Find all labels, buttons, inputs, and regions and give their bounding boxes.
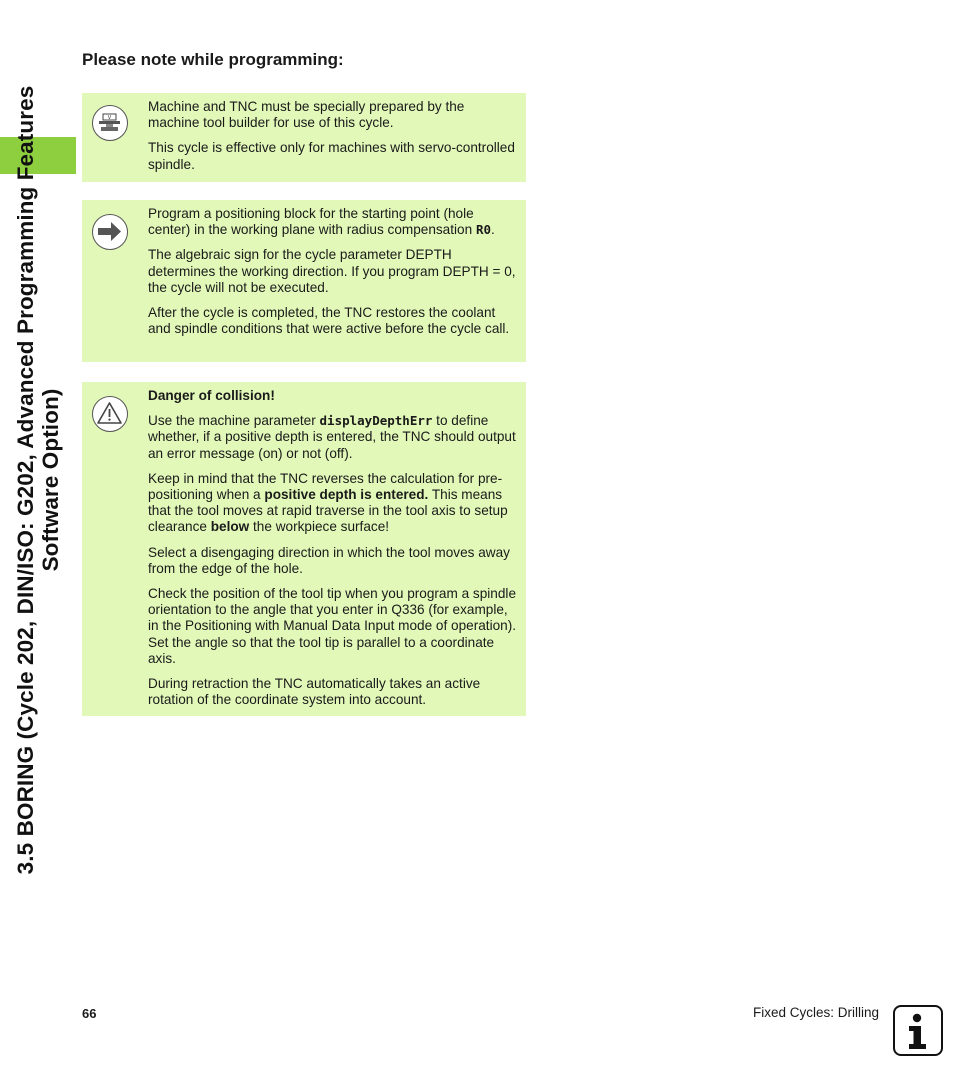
- danger-note-title: Danger of collision!: [148, 388, 275, 403]
- machine-note-text-1: Machine and TNC must be specially prepared by the machine tool builder for use of this cycle.: [148, 99, 465, 131]
- danger-note-text-4: Check the position of the tool tip when you program a spindle orientation to the angle that you enter in Q336 (for example, in the Positioning with Manual Data Input mode of operation). Set the angle so that the tool tip is parallel to a coordinate axis.: [148, 586, 517, 666]
- machine-tool-icon: [92, 105, 128, 141]
- programming-note-box: [82, 200, 526, 362]
- danger-note-box: [82, 382, 526, 716]
- page-number: 66: [82, 1006, 97, 1021]
- danger-note-text-3: Select a disengaging direction in which the tool moves away from the edge of the hole.: [148, 544, 510, 576]
- danger-note-text-2: Keep in mind that the TNC reverses the calculation for pre-positioning when a positive depth is entered. This means that the tool moves at rapid traverse in the tool axis to setup clearance below the workpiece surface!: [148, 470, 508, 535]
- danger-note-text-5: During retraction the TNC automatically takes an active rotation of the coordinate system into account.: [148, 676, 481, 708]
- danger-note-text-1: Use the machine parameter displayDepthErr to define whether, if a positive depth is entered, the TNC should output an error message (on) or not (off).: [148, 413, 516, 461]
- machine-note-box: [82, 93, 526, 182]
- warning-icon: [92, 396, 128, 432]
- section-heading: Please note while programming:: [82, 50, 344, 69]
- arrow-right-icon: [92, 214, 128, 250]
- side-title-line1: 3.5 BORING (Cycle 202, DIN/ISO: G202, Advanced Programming Features: [13, 85, 38, 875]
- machine-note-text-2: This cycle is effective only for machines with servo-controlled spindle.: [148, 140, 515, 172]
- programming-note-text-2: The algebraic sign for the cycle parameter DEPTH determines the working direction. If you program DEPTH = 0, the cycle will not be executed.: [148, 247, 516, 295]
- side-title: [0, 0, 76, 960]
- programming-note-text-1: Program a positioning block for the starting point (hole center) in the working plane with radius compensation R0.: [148, 206, 495, 238]
- svg-text:V: V: [107, 115, 112, 122]
- side-title-line2: Software Option): [38, 388, 63, 572]
- chapter-name: Fixed Cycles: Drilling: [753, 1005, 880, 1020]
- programming-note-text-3: After the cycle is completed, the TNC restores the coolant and spindle conditions that were active before the cycle call.: [148, 305, 510, 337]
- info-icon: [893, 1005, 943, 1056]
